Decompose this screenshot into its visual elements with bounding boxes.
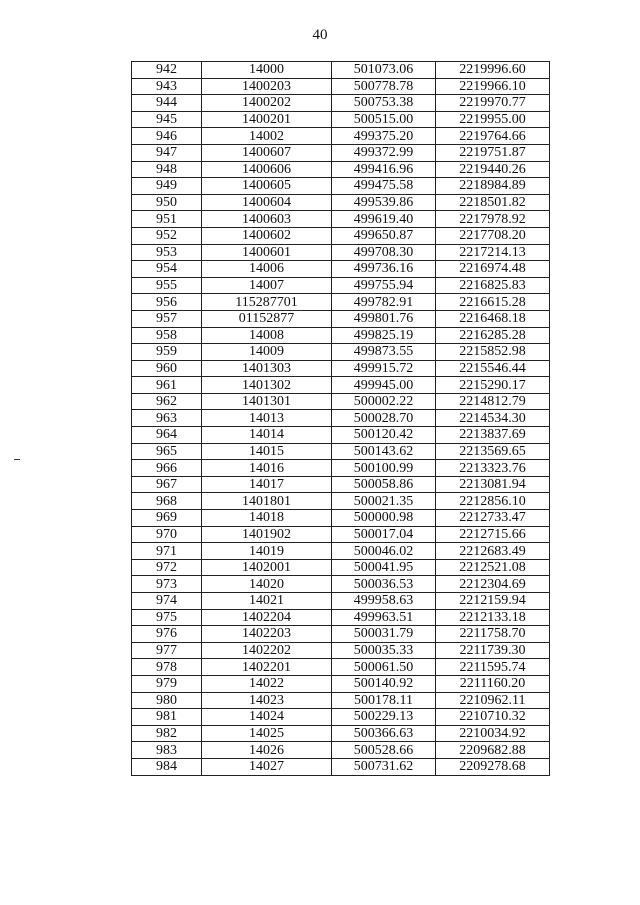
- point-id-cell: 1401303: [202, 360, 332, 377]
- point-id-cell: 14025: [202, 725, 332, 742]
- row-number-cell: 947: [132, 144, 202, 161]
- row-number-cell: 971: [132, 543, 202, 560]
- row-number-cell: 966: [132, 460, 202, 477]
- point-id-cell: 14015: [202, 443, 332, 460]
- x-coordinate-cell: 500041.95: [332, 559, 436, 576]
- table-row: [132, 111, 550, 128]
- x-coordinate-cell: 499539.86: [332, 194, 436, 211]
- table-row: [132, 310, 550, 327]
- page-number: 40: [312, 27, 328, 43]
- point-id-cell: 1401902: [202, 526, 332, 543]
- table-row: [132, 78, 550, 95]
- point-id-cell: 14013: [202, 410, 332, 427]
- table-row: [132, 161, 550, 178]
- table-row: [132, 178, 550, 195]
- row-number-cell: 945: [132, 111, 202, 128]
- x-coordinate-cell: 500753.38: [332, 95, 436, 112]
- x-coordinate-cell: 500021.35: [332, 493, 436, 510]
- y-coordinate-cell: 2219996.60: [436, 62, 550, 79]
- y-coordinate-cell: 2217978.92: [436, 211, 550, 228]
- table-row: [132, 194, 550, 211]
- row-number-cell: 944: [132, 95, 202, 112]
- point-id-cell: 1400602: [202, 227, 332, 244]
- y-coordinate-cell: 2211739.30: [436, 642, 550, 659]
- row-number-cell: 962: [132, 393, 202, 410]
- point-id-cell: 14002: [202, 128, 332, 145]
- x-coordinate-cell: 499708.30: [332, 244, 436, 261]
- point-id-cell: 14021: [202, 593, 332, 610]
- point-id-cell: 14019: [202, 543, 332, 560]
- y-coordinate-cell: 2212683.49: [436, 543, 550, 560]
- row-number-cell: 981: [132, 709, 202, 726]
- x-coordinate-cell: 500120.42: [332, 427, 436, 444]
- x-coordinate-cell: 500229.13: [332, 709, 436, 726]
- x-coordinate-cell: 500058.86: [332, 476, 436, 493]
- y-coordinate-cell: 2210962.11: [436, 692, 550, 709]
- row-number-cell: 953: [132, 244, 202, 261]
- y-coordinate-cell: 2216974.48: [436, 261, 550, 278]
- table-row: [132, 410, 550, 427]
- point-id-cell: 14022: [202, 675, 332, 692]
- y-coordinate-cell: 2214812.79: [436, 393, 550, 410]
- table-row: [132, 460, 550, 477]
- x-coordinate-cell: 500031.79: [332, 626, 436, 643]
- point-id-cell: 14024: [202, 709, 332, 726]
- table-row: [132, 294, 550, 311]
- y-coordinate-cell: 2217214.13: [436, 244, 550, 261]
- y-coordinate-cell: 2217708.20: [436, 227, 550, 244]
- table-row: [132, 144, 550, 161]
- point-id-cell: 1402204: [202, 609, 332, 626]
- y-coordinate-cell: 2216468.18: [436, 310, 550, 327]
- table-row: [132, 659, 550, 676]
- row-number-cell: 974: [132, 593, 202, 610]
- y-coordinate-cell: 2214534.30: [436, 410, 550, 427]
- table-row: [132, 742, 550, 759]
- y-coordinate-cell: 2211595.74: [436, 659, 550, 676]
- point-id-cell: 1401801: [202, 493, 332, 510]
- table-row: [132, 675, 550, 692]
- point-id-cell: 1401302: [202, 377, 332, 394]
- x-coordinate-cell: 500778.78: [332, 78, 436, 95]
- x-coordinate-cell: 499375.20: [332, 128, 436, 145]
- y-coordinate-cell: 2219764.66: [436, 128, 550, 145]
- table-row: [132, 443, 550, 460]
- x-coordinate-cell: 500178.11: [332, 692, 436, 709]
- table-row: [132, 427, 550, 444]
- row-number-cell: 970: [132, 526, 202, 543]
- x-coordinate-cell: 499650.87: [332, 227, 436, 244]
- point-id-cell: 115287701: [202, 294, 332, 311]
- table-row: [132, 344, 550, 361]
- x-coordinate-cell: 499372.99: [332, 144, 436, 161]
- table-row: [132, 758, 550, 775]
- point-id-cell: 1402201: [202, 659, 332, 676]
- y-coordinate-cell: 2218501.82: [436, 194, 550, 211]
- point-id-cell: 14018: [202, 510, 332, 527]
- row-number-cell: 949: [132, 178, 202, 195]
- point-id-cell: 14007: [202, 277, 332, 294]
- table-row: [132, 227, 550, 244]
- y-coordinate-cell: 2213323.76: [436, 460, 550, 477]
- row-number-cell: 965: [132, 443, 202, 460]
- y-coordinate-cell: 2219955.00: [436, 111, 550, 128]
- x-coordinate-cell: 499801.76: [332, 310, 436, 327]
- x-coordinate-cell: 500028.70: [332, 410, 436, 427]
- row-number-cell: 956: [132, 294, 202, 311]
- row-number-cell: 951: [132, 211, 202, 228]
- x-coordinate-cell: 499915.72: [332, 360, 436, 377]
- row-number-cell: 968: [132, 493, 202, 510]
- table-row: [132, 543, 550, 560]
- point-id-cell: 14006: [202, 261, 332, 278]
- row-number-cell: 977: [132, 642, 202, 659]
- y-coordinate-cell: 2212733.47: [436, 510, 550, 527]
- point-id-cell: 1400202: [202, 95, 332, 112]
- x-coordinate-cell: 500366.63: [332, 725, 436, 742]
- point-id-cell: 14009: [202, 344, 332, 361]
- y-coordinate-cell: 2213569.65: [436, 443, 550, 460]
- x-coordinate-cell: 500036.53: [332, 576, 436, 593]
- row-number-cell: 952: [132, 227, 202, 244]
- x-coordinate-cell: 500143.62: [332, 443, 436, 460]
- x-coordinate-cell: 500061.50: [332, 659, 436, 676]
- table-row: [132, 128, 550, 145]
- point-id-cell: 14014: [202, 427, 332, 444]
- point-id-cell: 14026: [202, 742, 332, 759]
- y-coordinate-cell: 2216825.83: [436, 277, 550, 294]
- table-row: [132, 593, 550, 610]
- row-number-cell: 957: [132, 310, 202, 327]
- coordinates-table: [131, 61, 550, 776]
- point-id-cell: 1400203: [202, 78, 332, 95]
- x-coordinate-cell: 500100.99: [332, 460, 436, 477]
- point-id-cell: 14016: [202, 460, 332, 477]
- y-coordinate-cell: 2209278.68: [436, 758, 550, 775]
- point-id-cell: 14008: [202, 327, 332, 344]
- point-id-cell: 1400606: [202, 161, 332, 178]
- row-number-cell: 984: [132, 758, 202, 775]
- point-id-cell: 1400601: [202, 244, 332, 261]
- y-coordinate-cell: 2209682.88: [436, 742, 550, 759]
- y-coordinate-cell: 2210034.92: [436, 725, 550, 742]
- row-number-cell: 950: [132, 194, 202, 211]
- row-number-cell: 955: [132, 277, 202, 294]
- y-coordinate-cell: 2212159.94: [436, 593, 550, 610]
- row-number-cell: 954: [132, 261, 202, 278]
- point-id-cell: 1400604: [202, 194, 332, 211]
- point-id-cell: 14027: [202, 758, 332, 775]
- point-id-cell: 1402203: [202, 626, 332, 643]
- x-coordinate-cell: 500017.04: [332, 526, 436, 543]
- point-id-cell: 14023: [202, 692, 332, 709]
- y-coordinate-cell: 2216285.28: [436, 327, 550, 344]
- row-number-cell: 975: [132, 609, 202, 626]
- y-coordinate-cell: 2212521.08: [436, 559, 550, 576]
- table-row: [132, 609, 550, 626]
- table-row: [132, 476, 550, 493]
- y-coordinate-cell: 2219751.87: [436, 144, 550, 161]
- table-row: [132, 211, 550, 228]
- table-row: [132, 559, 550, 576]
- point-id-cell: 1400603: [202, 211, 332, 228]
- row-number-cell: 978: [132, 659, 202, 676]
- table-row: [132, 576, 550, 593]
- point-id-cell: 01152877: [202, 310, 332, 327]
- point-id-cell: 1400607: [202, 144, 332, 161]
- table-row: [132, 377, 550, 394]
- row-number-cell: 979: [132, 675, 202, 692]
- table-row: [132, 510, 550, 527]
- row-number-cell: 942: [132, 62, 202, 79]
- y-coordinate-cell: 2212133.18: [436, 609, 550, 626]
- x-coordinate-cell: 499475.58: [332, 178, 436, 195]
- point-id-cell: 14017: [202, 476, 332, 493]
- row-number-cell: 982: [132, 725, 202, 742]
- x-coordinate-cell: 500002.22: [332, 393, 436, 410]
- x-coordinate-cell: 499958.63: [332, 593, 436, 610]
- row-number-cell: 943: [132, 78, 202, 95]
- x-coordinate-cell: 500731.62: [332, 758, 436, 775]
- table-row: [132, 526, 550, 543]
- table-row: [132, 95, 550, 112]
- y-coordinate-cell: 2215290.17: [436, 377, 550, 394]
- row-number-cell: 959: [132, 344, 202, 361]
- x-coordinate-cell: 500140.92: [332, 675, 436, 692]
- y-coordinate-cell: 2216615.28: [436, 294, 550, 311]
- row-number-cell: 972: [132, 559, 202, 576]
- table-row: [132, 327, 550, 344]
- y-coordinate-cell: 2210710.32: [436, 709, 550, 726]
- x-coordinate-cell: 500046.02: [332, 543, 436, 560]
- point-id-cell: 14020: [202, 576, 332, 593]
- row-number-cell: 980: [132, 692, 202, 709]
- row-number-cell: 948: [132, 161, 202, 178]
- x-coordinate-cell: 499782.91: [332, 294, 436, 311]
- row-number-cell: 969: [132, 510, 202, 527]
- table-row: [132, 62, 550, 79]
- y-coordinate-cell: 2219970.77: [436, 95, 550, 112]
- y-coordinate-cell: 2212856.10: [436, 493, 550, 510]
- row-number-cell: 961: [132, 377, 202, 394]
- table-row: [132, 725, 550, 742]
- x-coordinate-cell: 499963.51: [332, 609, 436, 626]
- stray-mark: [14, 459, 20, 460]
- x-coordinate-cell: 499755.94: [332, 277, 436, 294]
- row-number-cell: 973: [132, 576, 202, 593]
- point-id-cell: 14000: [202, 62, 332, 79]
- y-coordinate-cell: 2212715.66: [436, 526, 550, 543]
- table-row: [132, 261, 550, 278]
- y-coordinate-cell: 2219440.26: [436, 161, 550, 178]
- y-coordinate-cell: 2211160.20: [436, 675, 550, 692]
- x-coordinate-cell: 499945.00: [332, 377, 436, 394]
- table-row: [132, 277, 550, 294]
- x-coordinate-cell: 499416.96: [332, 161, 436, 178]
- point-id-cell: 1401301: [202, 393, 332, 410]
- point-id-cell: 1402001: [202, 559, 332, 576]
- x-coordinate-cell: 501073.06: [332, 62, 436, 79]
- x-coordinate-cell: 499873.55: [332, 344, 436, 361]
- x-coordinate-cell: 500515.00: [332, 111, 436, 128]
- coordinates-table-body: [132, 62, 550, 776]
- row-number-cell: 976: [132, 626, 202, 643]
- row-number-cell: 960: [132, 360, 202, 377]
- row-number-cell: 958: [132, 327, 202, 344]
- table-row: [132, 493, 550, 510]
- table-row: [132, 244, 550, 261]
- point-id-cell: 1400605: [202, 178, 332, 195]
- y-coordinate-cell: 2212304.69: [436, 576, 550, 593]
- row-number-cell: 963: [132, 410, 202, 427]
- x-coordinate-cell: 499736.16: [332, 261, 436, 278]
- y-coordinate-cell: 2213837.69: [436, 427, 550, 444]
- y-coordinate-cell: 2211758.70: [436, 626, 550, 643]
- point-id-cell: 1400201: [202, 111, 332, 128]
- row-number-cell: 964: [132, 427, 202, 444]
- table-row: [132, 642, 550, 659]
- x-coordinate-cell: 499619.40: [332, 211, 436, 228]
- y-coordinate-cell: 2218984.89: [436, 178, 550, 195]
- y-coordinate-cell: 2219966.10: [436, 78, 550, 95]
- point-id-cell: 1402202: [202, 642, 332, 659]
- table-row: [132, 626, 550, 643]
- x-coordinate-cell: 500000.98: [332, 510, 436, 527]
- row-number-cell: 946: [132, 128, 202, 145]
- row-number-cell: 983: [132, 742, 202, 759]
- table-row: [132, 360, 550, 377]
- y-coordinate-cell: 2213081.94: [436, 476, 550, 493]
- row-number-cell: 967: [132, 476, 202, 493]
- y-coordinate-cell: 2215852.98: [436, 344, 550, 361]
- x-coordinate-cell: 499825.19: [332, 327, 436, 344]
- y-coordinate-cell: 2215546.44: [436, 360, 550, 377]
- table-row: [132, 709, 550, 726]
- table-row: [132, 692, 550, 709]
- x-coordinate-cell: 500035.33: [332, 642, 436, 659]
- table-row: [132, 393, 550, 410]
- x-coordinate-cell: 500528.66: [332, 742, 436, 759]
